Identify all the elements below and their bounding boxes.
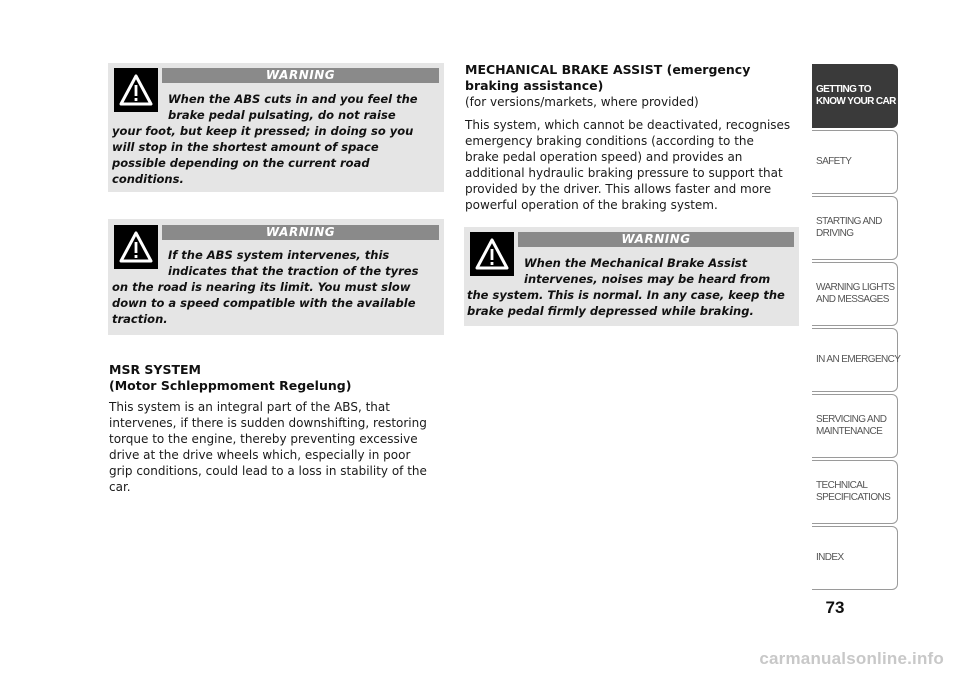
tab-label-line: WARNING LIGHTS [816,282,895,293]
tab-label [816,131,896,193]
body-line: emergency braking conditions (according to the [465,134,754,148]
tab-label-line: TECHNICAL [816,480,868,491]
tab-warning-lights-and-messages[interactable] [812,262,898,326]
body-line: This system is an integral part of the ABS, that [109,400,390,414]
body-line: intervenes, if there is sudden downshifting, restoring [109,416,427,430]
tab-label-line: IN AN EMERGENCY [816,354,901,365]
body-line: grip conditions, could lead to a loss in stability of the [109,464,427,478]
warning-line: possible depending on the current road [112,156,370,170]
body-line: brake pedal operation speed) and provides an [465,150,743,164]
tab-in-an-emergency[interactable] [812,328,901,392]
warning-label: WARNING [518,232,794,247]
tab-label-line: GETTING TO [816,84,871,95]
warning-line: intervenes, noises may be heard from [524,272,771,286]
warning-text [112,247,442,327]
warning-line: When the ABS cuts in and you feel the [168,92,418,106]
chapter-sidebar [812,64,901,590]
tab-label [816,527,896,589]
tab-label-line: SAFETY [816,156,852,167]
heading-line: braking assistance) [465,78,604,93]
tab-label [816,329,901,391]
tab-label-line: AND MESSAGES [816,294,889,305]
warning-line: If the ABS system intervenes, this [168,248,390,262]
tab-label-line: KNOW YOUR CAR [816,96,896,107]
warning-line: down to a speed compatible with the available [112,296,416,310]
warning-box-abs-traction [108,219,444,335]
tab-label-line: SERVICING AND [816,414,887,425]
tab-label-line: DRIVING [816,228,854,239]
warning-line: brake pedal pulsating, do not raise [168,108,396,122]
heading-line: MSR SYSTEM [109,362,201,377]
warning-line: When the Mechanical Brake Assist [524,256,748,270]
tab-label [816,65,896,127]
warning-line: conditions. [112,172,184,186]
mba-note: (for versions/markets, where provided) [465,95,699,109]
watermark: carmanualsonline.info [759,649,944,668]
mba-heading [465,62,750,94]
msr-body [109,399,427,495]
tab-label-line: SPECIFICATIONS [816,492,891,503]
warning-text [467,255,797,319]
body-line: additional hydraulic braking pressure to support that [465,166,783,180]
warning-text [112,91,442,187]
warning-box-abs-pedal [108,63,444,192]
msr-heading [109,362,351,394]
tab-label-line: MAINTENANCE [816,426,883,437]
tab-label-line: INDEX [816,552,844,563]
warning-line: indicates that the traction of the tyres [168,264,419,278]
mba-body [465,117,790,213]
page-number: 73 [825,598,845,617]
warning-line: on the road is nearing its limit. You must slow [112,280,411,294]
warning-line: traction. [112,312,168,326]
heading-line: (Motor Schleppmoment Regelung) [109,378,352,393]
warning-box-brake-assist [464,227,799,326]
body-line: torque to the engine, thereby preventing excessive [109,432,418,446]
body-line: powerful operation of the braking system. [465,198,718,212]
warning-label: WARNING [162,68,439,83]
tab-label [816,263,896,325]
tab-getting-to-know-your-car[interactable] [812,64,898,128]
heading-line: MECHANICAL BRAKE ASSIST (emergency [465,62,751,77]
tab-label [816,461,896,523]
warning-line: will stop in the shortest amount of space [112,140,379,154]
tab-starting-and-driving[interactable] [812,196,898,260]
warning-line: the system. This is normal. In any case, keep the [467,288,785,302]
tab-label [816,395,896,457]
warning-line: brake pedal firmly depressed while braking. [467,304,754,318]
body-line: car. [109,480,131,494]
tab-technical-specifications[interactable] [812,460,898,524]
body-line: drive at the drive wheels which, especially in poor [109,448,411,462]
tab-label [816,197,896,259]
warning-label: WARNING [162,225,439,240]
body-line: provided by the driver. This allows faster and more [465,182,772,196]
tab-safety[interactable] [812,130,898,194]
warning-line: your foot, but keep it pressed; in doing so you [112,124,414,138]
tab-index[interactable] [812,526,898,590]
body-line: This system, which cannot be deactivated, recognises [465,118,791,132]
tab-servicing-and-maintenance[interactable] [812,394,898,458]
tab-label-line: STARTING AND [816,216,882,227]
